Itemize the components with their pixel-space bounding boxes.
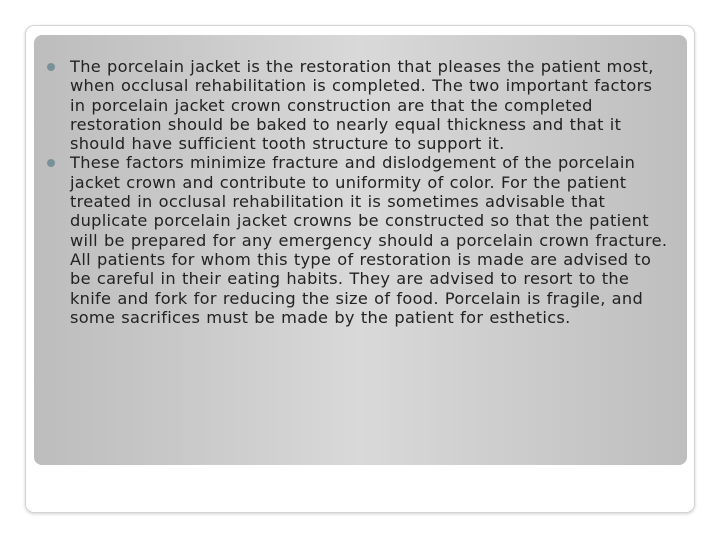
bullet-item: [47, 153, 672, 327]
bullet-dot-icon: [47, 159, 55, 167]
bullet-text: The porcelain jacket is the restoration that pleases the patient most, when occlusal rehabilitation is completed. The two important factors in porcelain jacket crown construction are that the completed restoration should be baked to nearly equal thickness and that it should have sufficient tooth structure to support it.: [70, 57, 654, 154]
content-panel: [34, 35, 687, 465]
bullet-list: [47, 57, 672, 327]
bullet-text: These factors minimize fracture and dislodgement of the porcelain jacket crown and contribute to uniformity of color. For the patient treated in occlusal rehabilitation it is sometimes advisable that duplicate porcelain jacket crowns be constructed so that the patient will be prepared for any emergency should a porcelain crown fracture. All patients for whom this type of restoration is made are advised to be careful in their eating habits. They are advised to resort to the knife and fork for reducing the size of food. Porcelain is fragile, and some sacrifices must be made by the patient for esthetics.: [70, 153, 668, 327]
bullet-dot-icon: [47, 63, 55, 71]
bullet-item: [47, 57, 672, 153]
